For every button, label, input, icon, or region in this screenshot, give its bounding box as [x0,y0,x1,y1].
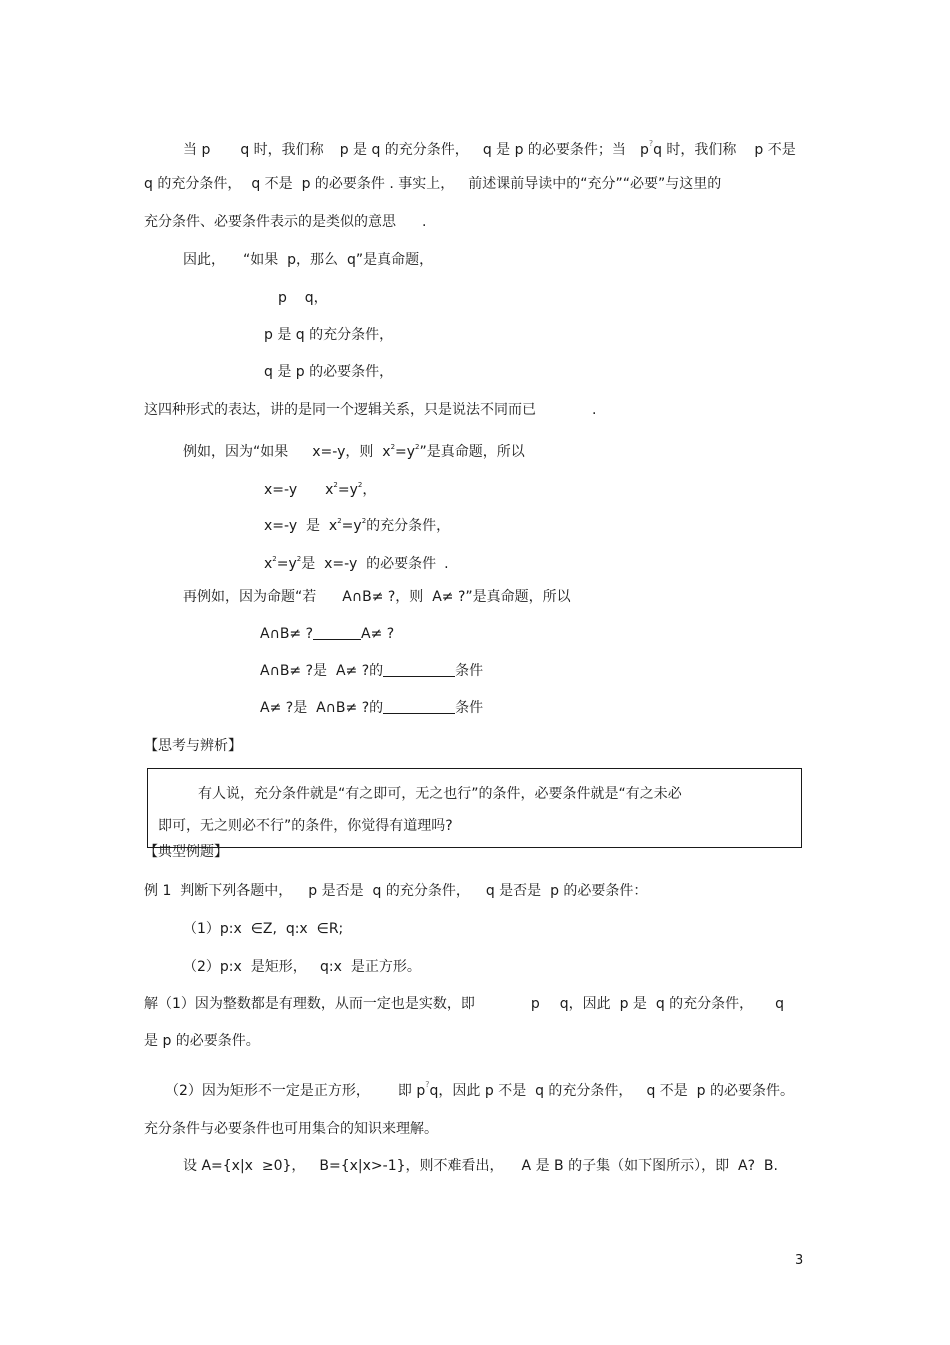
forms-intro: 因此， “如果 p，那么 q”是真命题， [183,252,434,268]
p1-line1: 当 p q 时，我们称 p 是 q 的充分条件， q 是 p 的必要条件；当 p?q 时，我们称 p 不是 [183,139,796,158]
solution1-line1: 解（1）因为整数都是有理数，从而一定也是实数，即 p q，因此 p 是 q 的充分条件， q [144,996,785,1012]
think-line1: 有人说，充分条件就是“有之即可，无之也行”的条件，必要条件就是“有之未必 [198,786,682,802]
example1-item2: （2）p:x 是矩形， q:x 是正方形。 [183,959,421,975]
example-b-line1: 再例如，因为命题“若 A∩B≠ ?，则 A≠ ?”是真命题，所以 [183,589,571,605]
solution1-line2: 是 p 的必要条件。 [144,1033,260,1049]
example-b-line2: A∩B≠ ? A≠ ? [260,626,395,642]
think-box [147,768,802,848]
forms-conclusion: 这四种形式的表达，讲的是同一个逻辑关系，只是说法不同而已 . [144,402,597,418]
example-b-line4: A≠ ?是 A∩B≠ ?的 条件 [260,700,484,716]
unknown-glyph-mark: ? [425,1080,430,1089]
fill-in-blank [383,662,455,677]
form-sufficient: p 是 q 的充分条件， [264,327,394,343]
typical-heading: 【典型例题】 [144,844,228,860]
form-necessary: q 是 p 的必要条件， [264,364,394,380]
set-example: 设 A={x|x ≥0}， B={x|x>-1}，则不难看出， A 是 B 的子集（如下图所示），即 A? B. [183,1158,778,1174]
p1-line3: 充分条件、必要条件表示的是类似的意思 . [144,214,427,230]
think-heading: 【思考与辨析】 [144,738,242,754]
example-a-line4: $x^2=y^2$是 x=-y 的必要条件 . [264,555,449,572]
example-a-line1: 例如，因为“如果 x=-y，则 $x^2=y^2$”是真命题，所以 [183,443,525,460]
example-a-line2: x=-y $x^2=y^2$， [264,481,377,498]
example-b-line3: A∩B≠ ?是 A≠ ?的 条件 [260,663,484,679]
example1-question: 例 1 判断下列各题中， p 是否是 q 的充分条件， q 是否是 p 的必要条件： [144,883,648,899]
set-intro: 充分条件与必要条件也可用集合的知识来理解。 [144,1121,438,1137]
fill-in-blank [383,699,455,714]
form-implication: p q， [278,290,328,306]
example1-item1: （1）p:x ∈Z, q:x ∈R; [183,921,344,937]
example-a-line3: x=-y 是 $x^2=y^2$的充分条件， [264,517,451,534]
p1-line2: q 的充分条件， q 不是 p 的必要条件 . 事实上， 前述课前导读中的“充分”“必要”与这里的 [144,176,722,192]
solution2-line: （2）因为矩形不一定是正方形， 即 p?q，因此 p 不是 q 的充分条件， q 不是 p 的必要条件。 [165,1080,795,1099]
unknown-glyph-mark: ? [648,139,654,148]
page-number: 3 [795,1253,804,1268]
think-line2: 即可，无之则必不行”的条件，你觉得有道理吗? [158,818,453,834]
